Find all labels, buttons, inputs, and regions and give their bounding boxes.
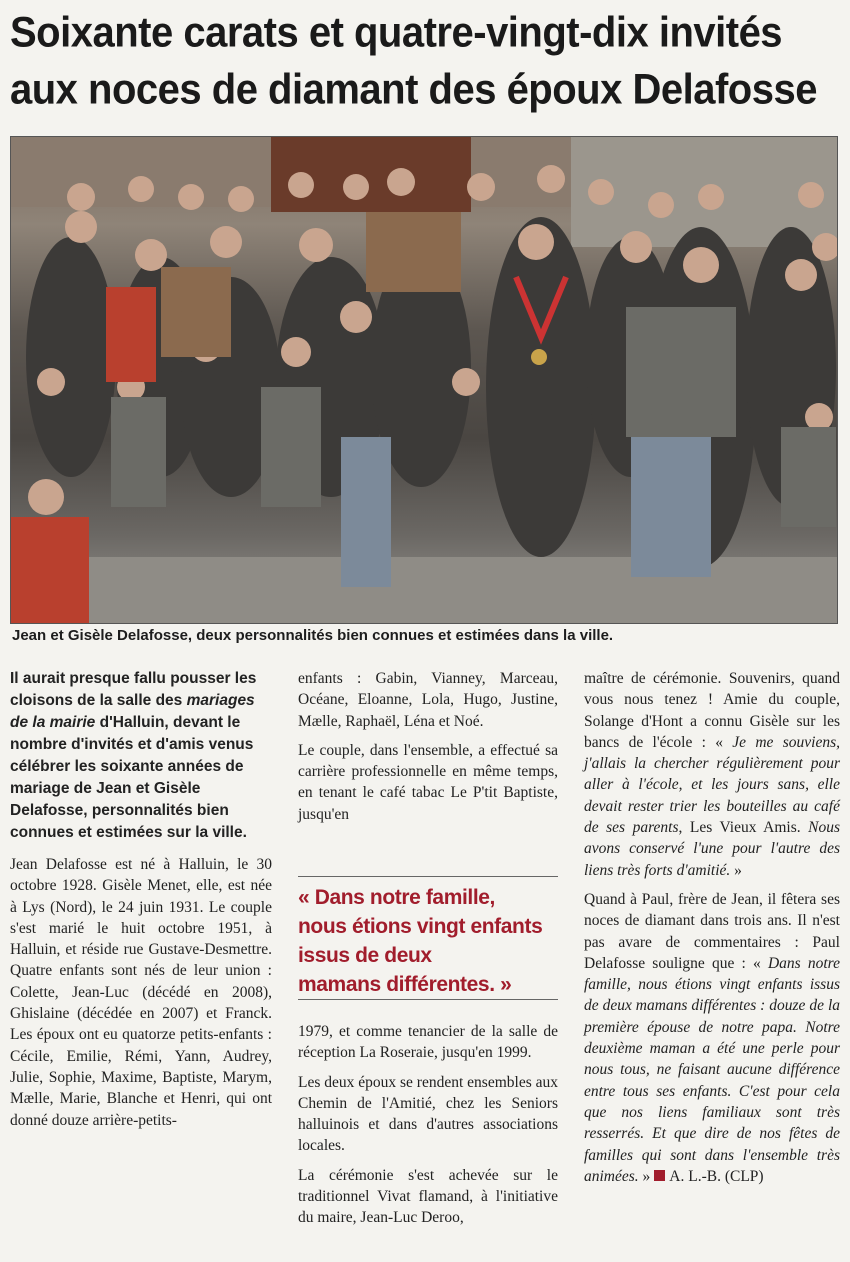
body-paragraph: enfants : Gabin, Vianney, Marceau, Océane, Eloanne, Lola, Hugo, Justine, Mælle, Raphaël, Léna et Noé. (298, 670, 558, 730)
headline-line-1: Soixante carats et quatre-vingt-dix invités (10, 9, 783, 56)
article-column-1 (10, 668, 272, 1139)
pull-quote-line: nous étions vingt enfants (298, 915, 543, 938)
headline-line-2: aux noces de diamant des époux Delafosse (10, 66, 817, 114)
body-paragraph: La cérémonie s'est achevée sur le traditionnel Vivat flamand, à l'initiative du maire, Jean-Luc Deroo, (298, 1166, 558, 1227)
article-column-2-continued (298, 1021, 558, 1237)
pull-quote-line: « Dans notre famille, (298, 886, 495, 909)
group-photo-illustration (11, 137, 838, 624)
group-photo (10, 136, 838, 624)
pull-quote-line: issus de deux (298, 944, 432, 967)
body-paragraph: maître de cérémonie. Souvenirs, quand vous nous tenez ! Amie du couple, Solange d'Hont a connu Gisèle sur les bancs de l'école : « Je me souviens, j'allais la chercher régulièrement pour aller à l'école, et les jours sans, elle devait rester trier les bouteilles au café de ses parents, Les Vieux Amis. Nous avons conservé l'une pour l'autre des liens très forts d'amitié. » (584, 670, 840, 879)
headline (10, 4, 846, 118)
end-mark-icon (654, 1170, 665, 1181)
article-column-3 (584, 668, 840, 1195)
body-paragraph: 1979, et comme tenancier de la salle de réception La Roseraie, jusqu'en 1999. (298, 1023, 558, 1062)
article-column-2 (298, 668, 558, 833)
body-paragraph: Les deux époux se rendent ensembles aux Chemin de l'Amitié, chez les Seniors halluinois et dans d'autres associations locales. (298, 1073, 558, 1155)
author-signature: A. L.-B. (CLP) (669, 1167, 764, 1185)
pull-quote (298, 876, 558, 1000)
body-paragraph: Quand à Paul, frère de Jean, il fêtera ses noces de diamant dans trois ans. Il n'est pas avare de commentaires : Paul Delafosse souligne que : « Dans notre famille, nous étions vingt enfants issus de deux mamans différentes : douze de la première épouse de notre papa. Notre deuxième maman a été une perle pour nous tous, ne faisant aucune différence entre tous ses enfants. C'est pour cela que nos liens familiaux sont très resserrés. Et que dire de nos fêtes de familles qui sont dans l'ensemble très animées. » A. L.-B. (CLP) (584, 890, 840, 1185)
pull-quote-line: mamans différentes. » (298, 973, 512, 996)
body-paragraph: Jean Delafosse est né à Halluin, le 30 octobre 1928. Gisèle Menet, elle, est née à Lys (Nord), le 24 juin 1931. Le couple s'est marié le huit octobre 1951, à Halluin, et réside rue Gustave-Desmettre. Quatre enfants sont nés de leur union : Colette, Jean-Luc (décédé en 2008), Ghislaine (décédée en 2007) et Franck. Les époux ont eu quatorze petits-enfants : Cécile, Emilie, Rémi, Yann, Audrey, Julie, Sophie, Maxime, Baptiste, Marym, Mælle, Marie, Blanche et Henri, qui ont donné douze arrière-petits- (10, 856, 272, 1129)
photo-caption: Jean et Gisèle Delafosse, deux personnalités bien connues et estimées dans la ville. (12, 627, 614, 644)
body-paragraph: Le couple, dans l'ensemble, a effectué sa carrière professionnelle en même temps, en tenant le café tabac Le P'tit Baptiste, jusqu'en (298, 741, 558, 823)
lead-paragraph: Il aurait presque fallu pousser les cloisons de la salle des mariages de la mairie d'Halluin, devant le nombre d'invités et d'amis venus célébrer les soixante années de mariage de Jean et Gisèle Delafosse, personnalités bien connues et estimées sur la ville. (10, 670, 257, 841)
